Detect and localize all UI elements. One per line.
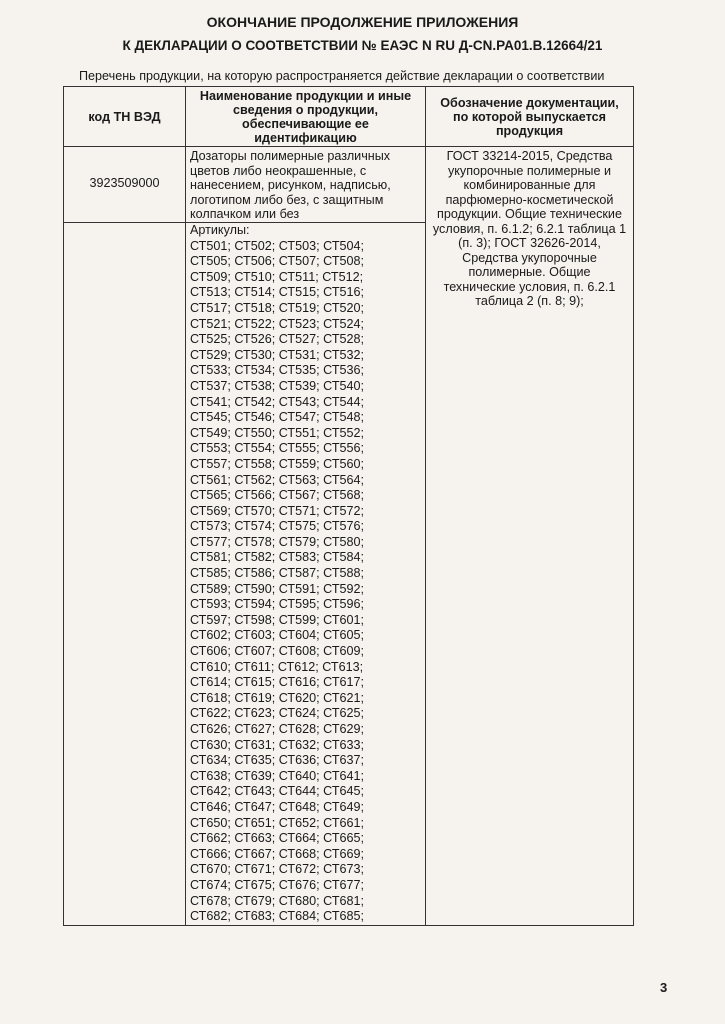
article-line: СТ622; СТ623; СТ624; СТ625;	[190, 706, 365, 721]
article-line: СТ513; СТ514; СТ515; СТ516;	[190, 285, 365, 300]
article-line: СТ517; СТ518; СТ519; СТ520;	[190, 300, 365, 315]
document-title-line2: К ДЕКЛАРАЦИИ О СООТВЕТСТВИИ № ЕАЭС N RU Д-CN.PA01.B.12664/21	[122, 38, 603, 53]
cell-code-empty	[64, 223, 186, 926]
page-number: 3	[660, 980, 668, 995]
header-doc: Обозначение документации, по которой выпускается продукция	[426, 87, 634, 147]
article-line: СТ630; СТ631; СТ632; СТ633;	[190, 737, 365, 752]
article-line: СТ585; СТ586; СТ587; СТ588;	[190, 566, 365, 581]
article-line: СТ509; СТ510; СТ511; СТ512;	[190, 269, 364, 284]
article-line: СТ674; СТ675; СТ676; СТ677;	[190, 877, 365, 892]
header-code: код ТН ВЭД	[64, 87, 186, 147]
article-line: СТ642; СТ643; СТ644; СТ645;	[190, 784, 365, 799]
article-line: СТ606; СТ607; СТ608; СТ609;	[190, 644, 365, 659]
article-line: СТ666; СТ667; СТ668; СТ669;	[190, 846, 365, 861]
article-line: СТ602; СТ603; СТ604; СТ605;	[190, 628, 365, 643]
document-title-line1: ОКОНЧАНИЕ ПРОДОЛЖЕНИЕ ПРИЛОЖЕНИЯ	[206, 14, 519, 30]
table-row-product	[64, 147, 634, 223]
article-line: СТ581; СТ582; СТ583; СТ584;	[190, 550, 365, 565]
article-line: СТ593; СТ594; СТ595; СТ596;	[190, 597, 365, 612]
article-line: СТ573; СТ574; СТ575; СТ576;	[190, 519, 365, 534]
cell-code: 3923509000	[64, 147, 186, 223]
article-line: СТ537; СТ538; СТ539; СТ540;	[190, 378, 365, 393]
cell-articles	[186, 223, 426, 926]
article-line: СТ646; СТ647; СТ648; СТ649;	[190, 799, 365, 814]
articles-label: Артикулы:	[190, 223, 250, 237]
article-line: СТ682; СТ683; СТ684; СТ685;	[190, 909, 365, 924]
article-line: СТ501; СТ502; СТ503; СТ504;	[190, 238, 365, 253]
article-line: СТ569; СТ570; СТ571; СТ572;	[190, 503, 365, 518]
article-line: СТ634; СТ635; СТ636; СТ637;	[190, 753, 365, 768]
article-line: СТ541; СТ542; СТ543; СТ544;	[190, 394, 365, 409]
article-line: СТ589; СТ590; СТ591; СТ592;	[190, 581, 365, 596]
article-line: СТ577; СТ578; СТ579; СТ580;	[190, 534, 365, 549]
article-line: СТ525; СТ526; СТ527; СТ528;	[190, 332, 365, 347]
cell-product-name: Дозаторы полимерные различных цветов либо неокрашенные, с нанесением, рисунком, надписью, логотипом либо без, с защитным колпачком или без	[186, 147, 426, 223]
article-line: СТ561; СТ562; СТ563; СТ564;	[190, 472, 365, 487]
article-line: СТ565; СТ566; СТ567; СТ568;	[190, 488, 365, 503]
article-line: СТ505; СТ506; СТ507; СТ508;	[190, 254, 365, 269]
article-line: СТ614; СТ615; СТ616; СТ617;	[190, 675, 365, 690]
article-line: СТ638; СТ639; СТ640; СТ641;	[190, 768, 365, 783]
article-line: СТ650; СТ651; СТ652; СТ661;	[190, 815, 365, 830]
article-line: СТ549; СТ550; СТ551; СТ552;	[190, 425, 365, 440]
products-table	[63, 86, 634, 926]
article-line: СТ678; СТ679; СТ680; СТ681;	[190, 893, 365, 908]
cell-documentation: ГОСТ 33214-2015, Средства укупорочные полимерные и комбинированные для парфюмерно-косметической продукции. Общие технические условия, п. 6.1.2; 6.2.1 таблица 1 (п. 3); ГОСТ 32626-2014, Средства укупорочные полимерные. Общие технические условия, п. 6.2.1 таблица 2 (п. 8; 9);	[426, 147, 634, 926]
article-line: СТ545; СТ546; СТ547; СТ548;	[190, 410, 365, 425]
article-line: СТ670; СТ671; СТ672; СТ673;	[190, 862, 365, 877]
article-line: СТ610; СТ611; СТ612; СТ613;	[190, 659, 364, 674]
header-name: Наименование продукции и иные сведения о продукции, обеспечивающие ее идентификацию	[186, 87, 426, 147]
document-subtitle: Перечень продукции, на которую распространяется действие декларации о соответствии	[79, 69, 605, 83]
article-line: СТ662; СТ663; СТ664; СТ665;	[190, 831, 365, 846]
article-line: СТ521; СТ522; СТ523; СТ524;	[190, 316, 365, 331]
article-line: СТ557; СТ558; СТ559; СТ560;	[190, 456, 365, 471]
article-line: СТ529; СТ530; СТ531; СТ532;	[190, 347, 365, 362]
table-header-row	[64, 87, 634, 147]
article-line: СТ553; СТ554; СТ555; СТ556;	[190, 441, 365, 456]
article-line: СТ618; СТ619; СТ620; СТ621;	[190, 690, 365, 705]
articles-list	[190, 239, 421, 925]
article-line: СТ626; СТ627; СТ628; СТ629;	[190, 722, 365, 736]
article-line: СТ597; СТ598; СТ599; СТ601;	[190, 612, 365, 627]
article-line: СТ533; СТ534; СТ535; СТ536;	[190, 363, 365, 378]
